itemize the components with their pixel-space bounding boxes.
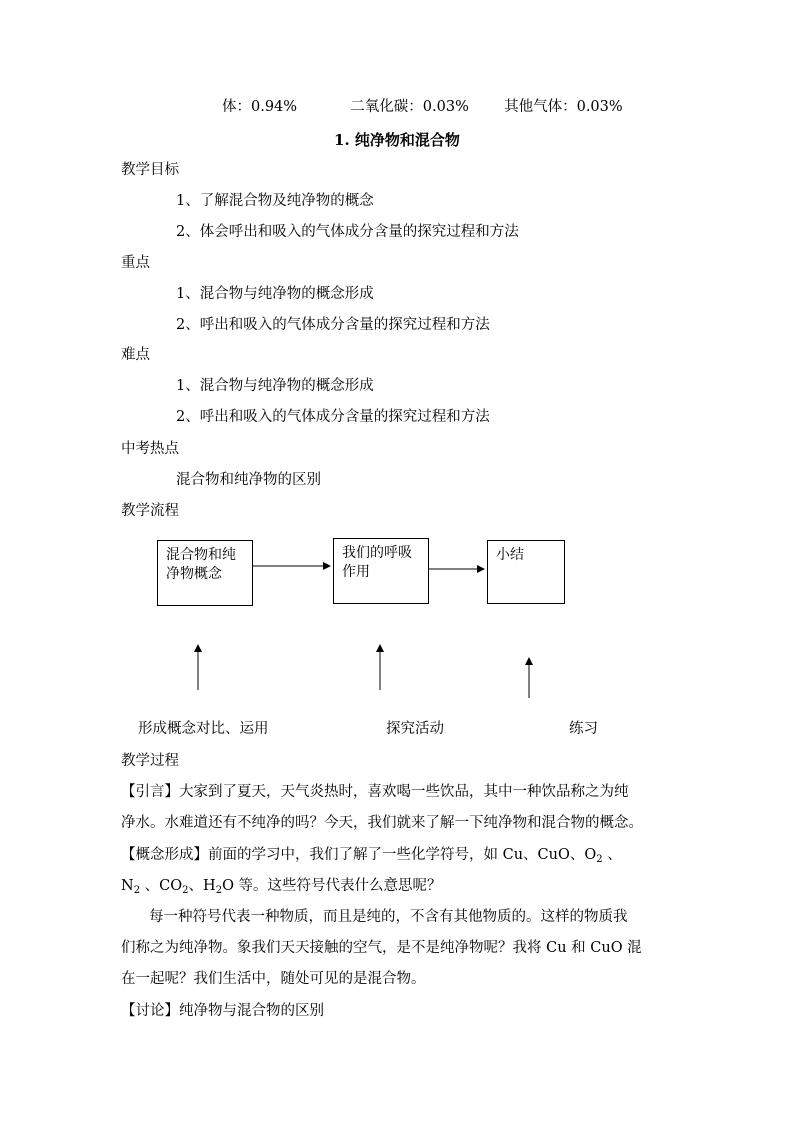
formula-text: O 等。这些符号代表什么意思呢？ xyxy=(222,878,442,894)
subscript: 2 xyxy=(182,885,189,896)
header-part-2: 二氧化碳：0.03% xyxy=(350,99,469,115)
process-heading: 教学过程 xyxy=(121,753,179,769)
subscript: 2 xyxy=(133,885,141,896)
concept-text: 、 xyxy=(602,847,622,863)
section-title: 1. 纯净物和混合物 xyxy=(334,131,460,149)
subscript: 2 xyxy=(596,854,603,865)
flow-label-concept: 形成概念对比、运用 xyxy=(138,721,269,737)
concept-text: 【概念形成】前面的学习中，我们了解了一些化学符号，如 Cu、CuO、O xyxy=(121,847,597,863)
difficulties-heading: 难点 xyxy=(121,347,150,363)
flow-label-practice: 练习 xyxy=(569,721,598,737)
flow-label-activity: 探究活动 xyxy=(386,721,444,737)
key-points-heading: 重点 xyxy=(121,255,150,271)
flow-box-text: 我们的呼吸 xyxy=(342,545,412,561)
key-point-item: 2、呼出和吸入的气体成分含量的探究过程和方法 xyxy=(176,317,490,333)
flow-box-text: 作用 xyxy=(342,564,370,580)
header-part-1: 体：0.94% xyxy=(222,99,298,115)
concept-line-1 xyxy=(121,845,622,865)
difficulty-item: 1、混合物与纯净物的概念形成 xyxy=(176,378,374,394)
flow-heading: 教学流程 xyxy=(121,503,179,519)
intro-line-1: 【引言】大家到了夏天，天气炎热时，喜欢喝一些饮品，其中一种饮品称之为纯 xyxy=(121,784,629,800)
flow-box-text: 小结 xyxy=(496,547,524,563)
key-point-item: 1、混合物与纯净物的概念形成 xyxy=(176,286,374,302)
formula-text: 、CO xyxy=(140,878,183,894)
paragraph-line-3: 在一起呢？我们生活中，随处可见的是混合物。 xyxy=(121,971,426,987)
intro-line-2: 净水。水难道还有不纯净的吗？今天，我们就来了解一下纯净物和混合物的概念。 xyxy=(121,815,643,831)
header-part-3: 其他气体：0.03% xyxy=(504,99,623,115)
concept-line-2 xyxy=(121,876,442,896)
difficulty-item: 2、呼出和吸入的气体成分含量的探究过程和方法 xyxy=(176,409,490,425)
formula-text: 、H xyxy=(188,878,216,894)
paragraph-line-2: 们称之为纯净物。象我们天天接触的空气，是不是纯净物呢？我将 Cu 和 CuO 混 xyxy=(121,940,642,956)
objectives-heading: 教学目标 xyxy=(121,162,179,178)
discussion-line: 【讨论】纯净物与混合物的区别 xyxy=(121,1003,324,1019)
paragraph-line-1: 每一种符号代表一种物质，而且是纯的，不含有其他物质的。这样的物质我 xyxy=(149,909,628,925)
objective-item: 2、体会呼出和吸入的气体成分含量的探究过程和方法 xyxy=(176,224,519,240)
exam-focus-text: 混合物和纯净物的区别 xyxy=(176,472,321,488)
exam-focus-heading: 中考热点 xyxy=(121,441,179,457)
formula-text: N xyxy=(121,878,134,894)
flow-box-text: 净物概念 xyxy=(166,566,222,582)
flow-box-text: 混合物和纯 xyxy=(166,547,236,563)
objective-item: 1、了解混合物及纯净物的概念 xyxy=(176,193,374,209)
subscript: 2 xyxy=(215,885,223,896)
